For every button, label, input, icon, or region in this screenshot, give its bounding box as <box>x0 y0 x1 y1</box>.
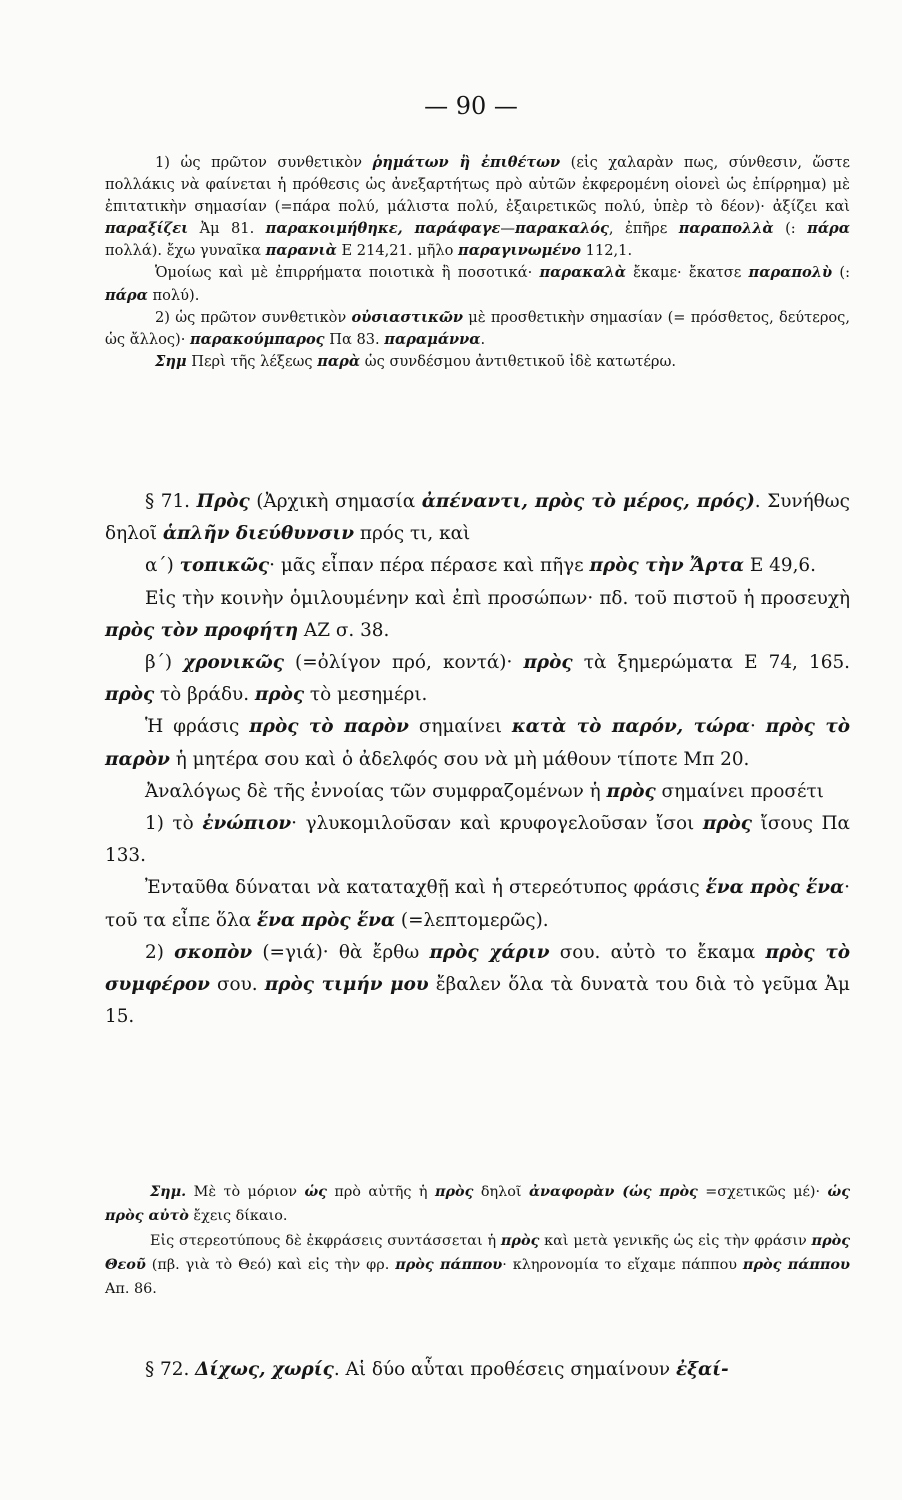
body-text: δηλοῖ <box>473 1184 529 1200</box>
body-text: 1) τὸ <box>145 813 203 835</box>
emphasis-text: παρακοιμήθηκε, παράφαγε <box>265 220 501 238</box>
paragraph-analogous <box>105 776 850 808</box>
emphasis-text: Πρὸς <box>196 491 250 512</box>
body-text: Εἰς τὴν κοινὴν ὁμιλουμένην καὶ ἐπὶ προσώπων· πδ. τοῦ πιστοῦ ἡ προσευχὴ <box>145 587 850 609</box>
body-text: καὶ μετὰ γενικῆς ὡς εἰς τὴν φράσιν <box>539 1232 812 1249</box>
body-text: σημαίνει <box>408 716 512 738</box>
body-text: · μᾶς εἶπαν πέρα πέρασε καὶ πῆγε <box>269 555 590 577</box>
emphasis-text: πρὸς τιμήν μου <box>264 974 429 996</box>
emphasis-text: πρὸς πάππου <box>395 1256 503 1274</box>
body-text: ὡς συνδέσμου ἀντιθετικοῦ ἰδὲ κατωτέρω. <box>360 352 677 370</box>
body-text: πρὸ αὐτῆς ἡ <box>326 1184 435 1200</box>
emphasis-text: πρὸς πάππου <box>742 1256 850 1274</box>
emphasis-text: πρὸς τὸ παρὸν <box>249 716 409 738</box>
body-text: Μὲ τὸ μόριον <box>186 1184 305 1200</box>
body-text: 2) ὡς πρῶτον συνθετικὸν <box>155 308 352 326</box>
emphasis-text: σκοπὸν <box>174 941 253 963</box>
emphasis-text: πρὸς <box>702 813 752 835</box>
note-reference <box>105 1180 850 1229</box>
section-71-heading <box>105 486 850 550</box>
body-text: Ἡ φράσις <box>145 716 250 738</box>
emphasis-text: Δίχως, χωρίς <box>195 1359 334 1380</box>
emphasis-text: παραμάννα <box>384 330 481 348</box>
emphasis-text: πρὸς <box>105 684 155 706</box>
body-text: =σχετικῶς μέ)· <box>697 1184 828 1200</box>
paragraph-compound-nouns <box>105 307 850 351</box>
body-text: 112,1. <box>581 242 633 260</box>
body-text: ἔχεις δίκαιο. <box>188 1208 288 1225</box>
emphasis-text: χρονικῶς <box>183 652 284 674</box>
body-text: σου. <box>209 974 265 996</box>
emphasis-text: ἁπλῆν διεύθυνσιν <box>162 523 355 545</box>
paragraph-one-by-one <box>105 872 850 936</box>
emphasis-text: πρὸς τὸ παρὸν <box>105 716 850 770</box>
body-text: — <box>500 220 516 238</box>
emphasis-text: πρὸς τὸν προφήτη <box>105 619 299 641</box>
paragraph-local <box>105 550 850 582</box>
body-text: α΄) <box>145 555 180 577</box>
body-text: τὸ βράδυ. <box>154 684 255 706</box>
body-text: 1) ὡς πρῶτον συνθετικὸν <box>155 154 373 171</box>
body-text: ἡ μητέρα σου καὶ ὁ ἀδελφός σου νὰ μὴ μάθουν τίποτε Μπ 20. <box>169 748 750 770</box>
emphasis-text: πάρα <box>807 220 850 238</box>
body-text: · γλυκομιλοῦσαν καὶ κρυφογελοῦσαν ἴσοι <box>291 813 703 835</box>
emphasis-text: Σημ. <box>150 1183 187 1200</box>
emphasis-text: παρακούμπαρος <box>190 330 325 348</box>
emphasis-text: ἀναφορὰν (ὡς πρὸς <box>528 1183 698 1200</box>
emphasis-text: πρὸς <box>606 780 656 802</box>
emphasis-text: πρὸς <box>523 652 573 674</box>
emphasis-text: παρανιὰ <box>265 242 337 260</box>
emphasis-text: πρὸς τὸ συμφέρον <box>105 941 850 996</box>
body-text: (: <box>832 264 850 282</box>
body-text: (πβ. γιὰ τὸ Θεό) καὶ εἰς τὴν φρ. <box>145 1257 396 1274</box>
body-text: . Αἱ δύο αὗται προθέσεις σημαίνουν <box>333 1359 676 1380</box>
body-text: · κληρονομία το εἴχαμε πάππου <box>502 1257 743 1274</box>
body-text: β΄) <box>145 652 184 674</box>
emphasis-text: Σημ <box>155 352 187 370</box>
emphasis-text: ἐξαί- <box>675 1359 729 1380</box>
emphasis-text: ῥημάτων ἢ ἐπιθέτων <box>372 154 561 171</box>
emphasis-text: ὡς <box>304 1183 327 1200</box>
paragraph-adverbs <box>105 262 850 306</box>
emphasis-text: παραπολὺ <box>748 264 833 282</box>
body-text: (=γιά)· θὰ ἔρθω <box>252 941 430 963</box>
body-text: Ὁμοίως καὶ μὲ ἐπιρρήματα ποιοτικὰ ἢ ποσοτικά· <box>155 264 540 282</box>
emphasis-text: ἐνώπιον <box>202 813 292 835</box>
body-text: (=λεπτομερῶς). <box>395 909 549 931</box>
emphasis-text: πρὸς Θεοῦ <box>105 1231 850 1274</box>
body-text: ἴσους Πα 133. <box>105 813 850 867</box>
body-text: 2) <box>145 941 175 963</box>
body-text: (: <box>773 220 808 238</box>
body-text: Ἐνταῦθα δύναται νὰ καταταχθῇ καὶ ἡ στερεότυπος φράσις <box>145 877 706 899</box>
body-text: ἔκαμε· ἔκατσε <box>625 264 749 282</box>
section-71-pros <box>105 486 850 1033</box>
body-text: Πα 83. <box>324 330 385 348</box>
body-text: Εἰς στερεοτύπους δὲ ἐκφράσεις συντάσσεται ἡ <box>150 1232 501 1249</box>
body-text: § 71. <box>145 491 197 512</box>
body-text: Ε 49,6. <box>744 555 816 577</box>
section-notes <box>105 1180 850 1301</box>
body-text: (εἰς χαλαρὰν πως, σύνθεσιν, ὥστε πολλάκις νὰ φαίνεται ἡ πρόθεσις ὡς ἀνεξαρτήτως πρὸ αὐτῶν ἐκφερομένη οἱονεὶ ὡς ἐπίρρημα) μὲ ἐπιτατικὴν σημασίαν (=πάρα πολύ, μάλιστα πολύ, ἐξαιρετικῶς πολύ, ὑπὲρ τὸ δέον)· ἀξίζει καὶ <box>105 154 850 216</box>
page-number: — 90 — <box>424 92 518 120</box>
emphasis-text: πρὸς <box>254 684 305 706</box>
emphasis-text: παρὰ <box>317 352 361 370</box>
emphasis-text: τοπικῶς <box>179 555 270 577</box>
body-text: Ε 214,21. μῆλο <box>336 242 459 260</box>
paragraph-persons <box>105 583 850 647</box>
body-text: σημαίνει προσέτι <box>655 780 824 802</box>
body-text: ΑΖ σ. 38. <box>298 619 390 641</box>
body-text: · τοῦ τα εἶπε ὅλα <box>105 877 851 931</box>
body-text: , ἐπῆρε <box>608 220 679 238</box>
emphasis-text: ἕνα πρὸς ἕνα <box>705 877 845 899</box>
paragraph-purpose <box>105 937 850 1034</box>
body-text: τὰ ξημερώματα Ε 74, 165. <box>572 652 850 674</box>
emphasis-text: ὡς πρὸς αὐτὸ <box>105 1183 850 1225</box>
emphasis-text: ἕνα πρὸς ἕνα <box>256 909 396 931</box>
paragraph-before <box>105 808 850 872</box>
body-text: Περὶ τῆς λέξεως <box>186 352 318 370</box>
body-text: Ἀμ 81. <box>188 220 266 238</box>
emphasis-text: οὐσιαστικῶν <box>351 308 464 326</box>
body-text: πολύ). <box>147 286 200 304</box>
paragraph-genitive <box>105 1229 850 1301</box>
emphasis-text: πρὸς τὴν Ἄρτα <box>589 555 745 577</box>
section-72-heading <box>105 1354 850 1386</box>
emphasis-text: παραγινωμένο <box>458 242 582 260</box>
paragraph-compound-verbs <box>105 152 850 262</box>
paragraph-phrase-present <box>105 711 850 775</box>
emphasis-text: ἀπέναντι, πρὸς τὸ μέρος, πρός) <box>421 491 755 512</box>
section-72 <box>105 1354 850 1386</box>
body-text: . Συνήθως δηλοῖ <box>105 491 850 545</box>
emphasis-text: παραξίζει <box>105 220 189 238</box>
body-text: § 72. <box>145 1359 196 1380</box>
emphasis-text: κατὰ τὸ παρόν, τώρα <box>511 716 750 738</box>
body-text: τὸ μεσημέρι. <box>304 684 428 706</box>
emphasis-text: παρακαλὰ <box>539 264 626 282</box>
body-text: Ἀναλόγως δὲ τῆς ἐννοίας τῶν συμφραζομένων ἡ <box>145 780 607 802</box>
emphasis-text: πρὸς χάριν <box>429 941 550 963</box>
paragraph-temporal <box>105 647 850 711</box>
body-text: πρός τι, καὶ <box>354 523 471 545</box>
body-text: μὲ προσθετικὴν σημασίαν (= πρόσθετος, δεύτερος, ὡς ἄλλος)· <box>105 308 850 348</box>
body-text: πολλά). ἔχω γυναῖκα <box>105 242 266 260</box>
body-text: (Ἀρχικὴ σημασία <box>249 491 422 512</box>
body-text: σου. αὐτὸ το ἔκαμα <box>549 941 766 963</box>
emphasis-text: πρὸς <box>434 1183 474 1200</box>
body-text: Απ. 86. <box>105 1280 157 1297</box>
emphasis-text: παραπολλὰ <box>678 220 774 238</box>
body-text: (=ὀλίγον πρό, κοντά)· <box>283 652 524 674</box>
body-text: . <box>480 330 486 348</box>
emphasis-text: παρακαλός <box>515 220 609 238</box>
emphasis-text: πάρα <box>105 286 148 304</box>
body-text: · <box>749 716 766 738</box>
note-para-conjunction <box>105 351 850 373</box>
section-para-prefix-top <box>105 152 850 373</box>
emphasis-text: πρὸς <box>500 1231 540 1249</box>
body-text: ἔβαλεν ὅλα τὰ δυνατὰ του διὰ τὸ γεῦμα Ἀμ 15. <box>105 974 850 1028</box>
